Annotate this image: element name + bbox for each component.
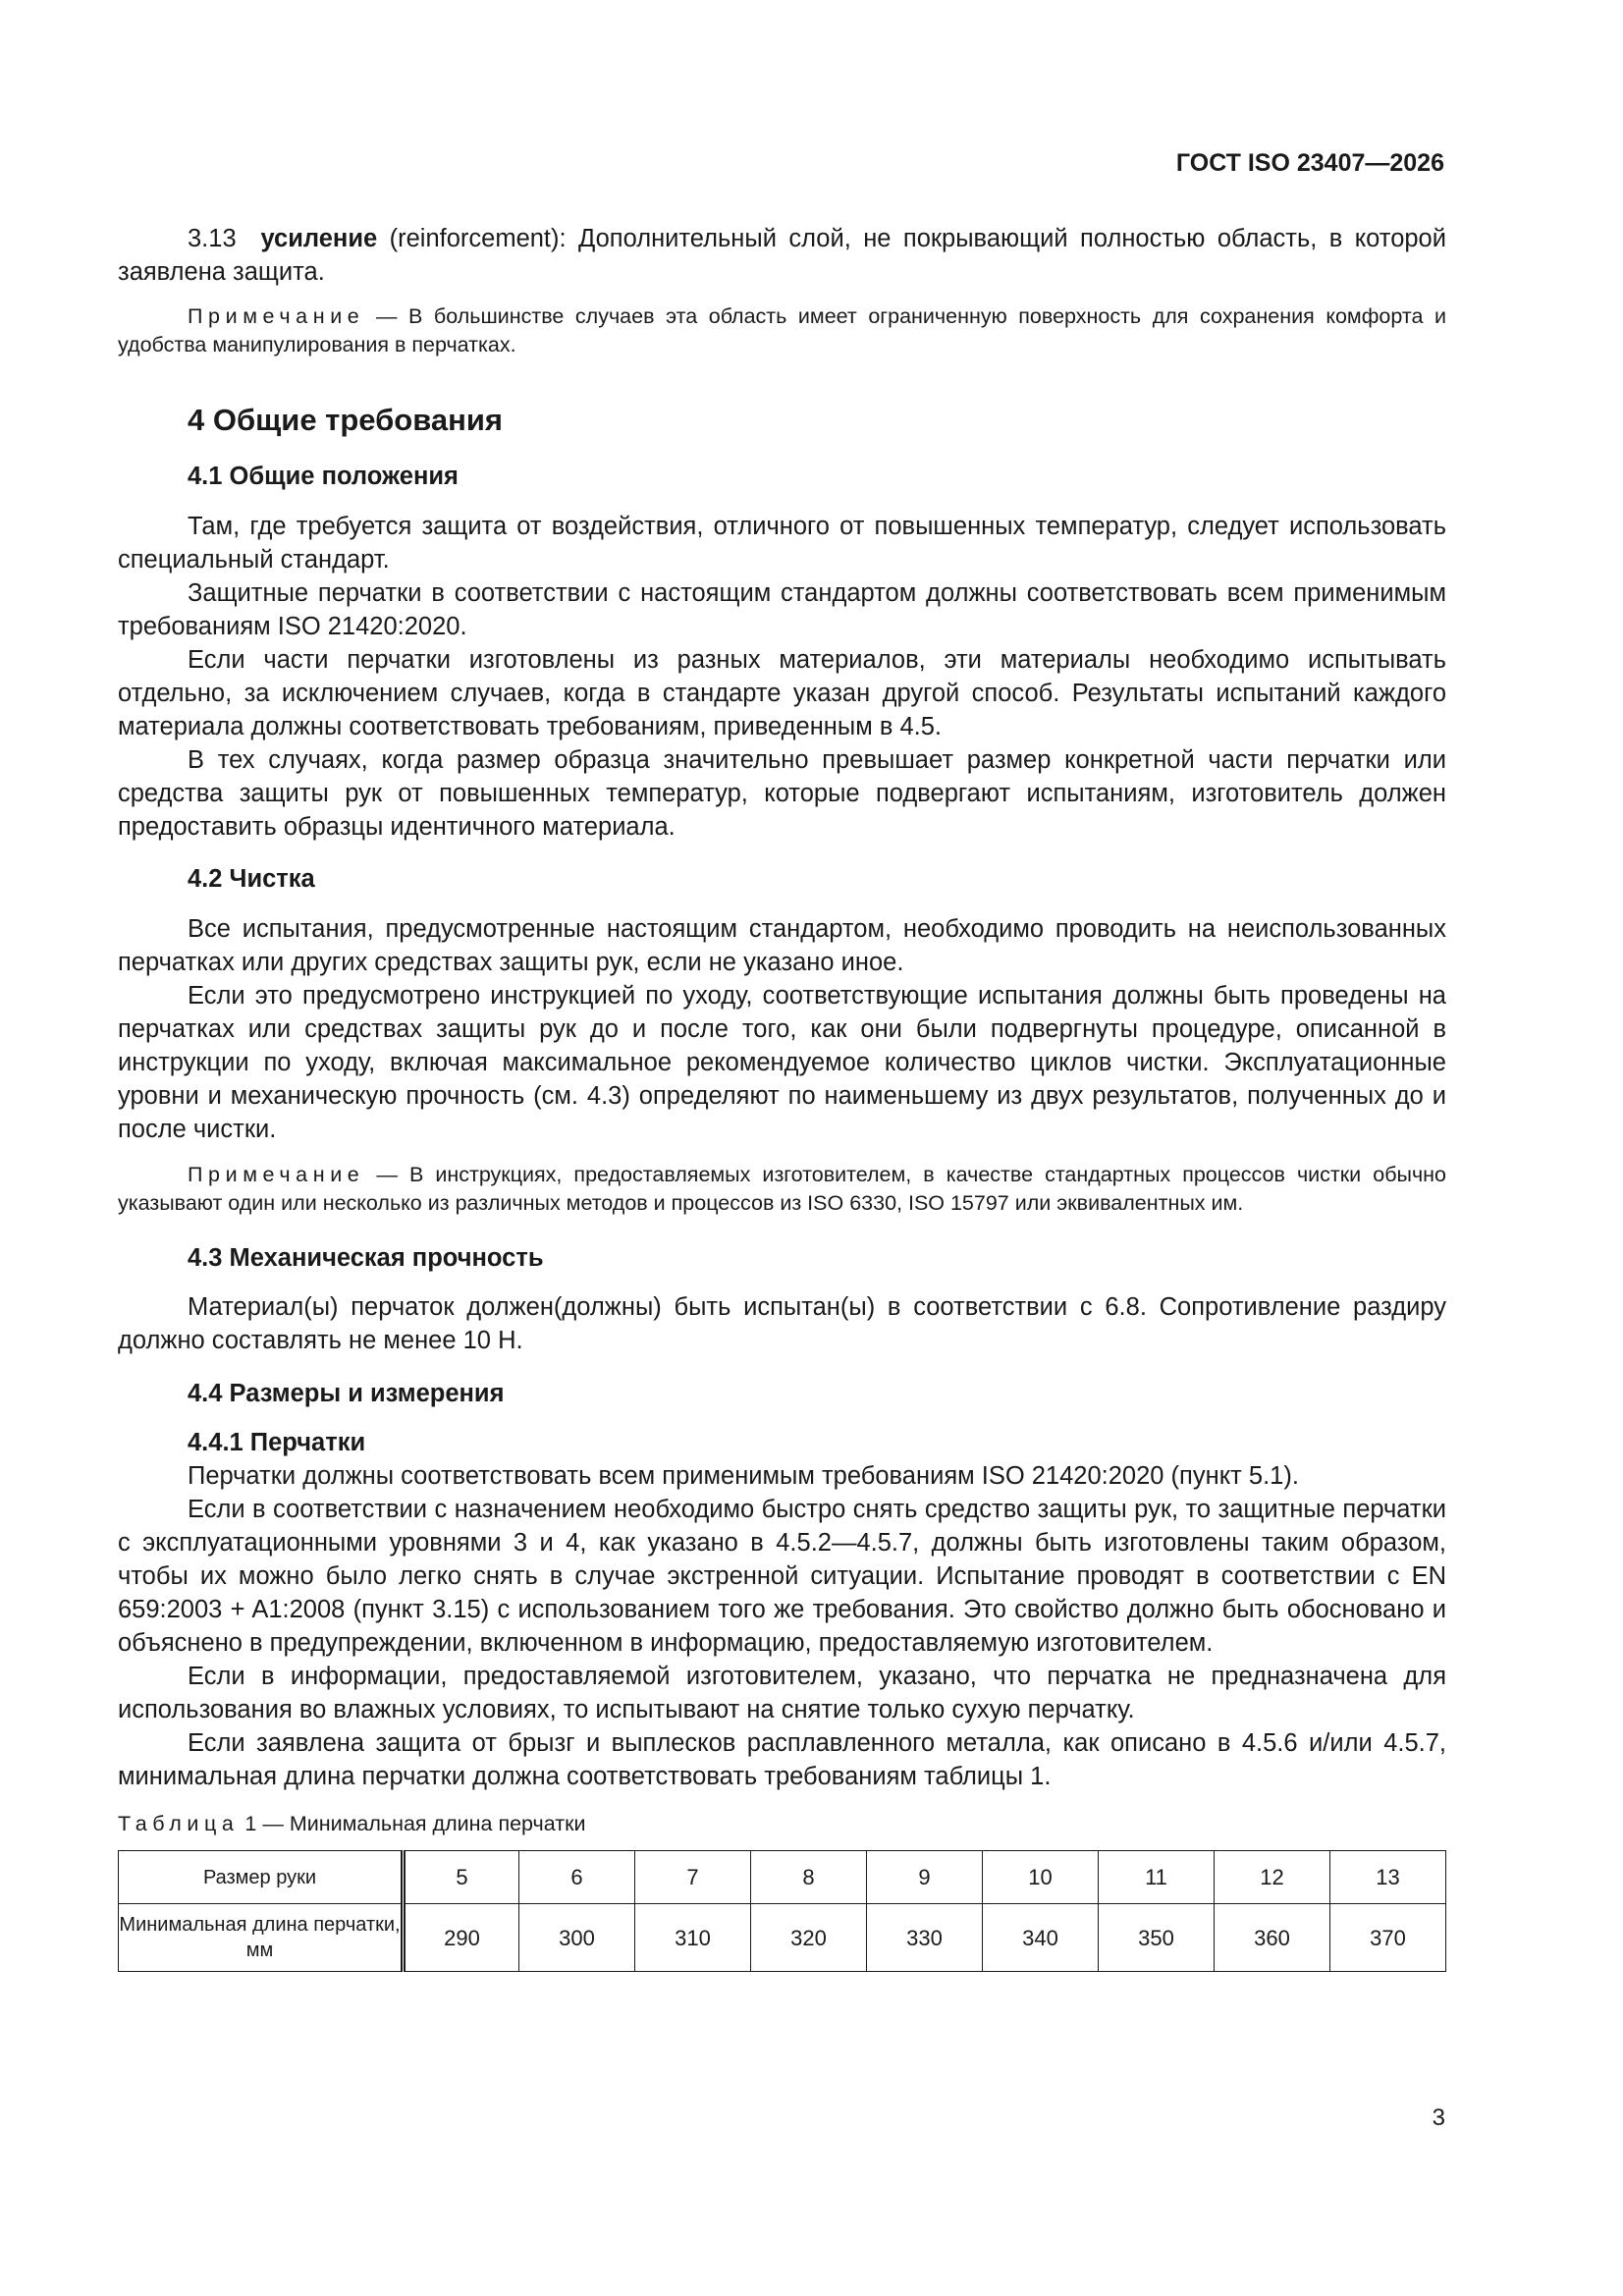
paragraph: Если заявлена защита от брызг и выплесков расплавленного металла, как описано в 4.5.6 и/или 4.5.7, минимальная длина перчатки должна соответствовать требованиям таблицы 1. [118,1729,1446,1790]
table-cell: 370 [1330,1904,1446,1972]
clause-3-13 [118,222,1446,289]
note-text: — В большинстве случаев эта область имеет ограниченную поверхность для сохранения комфорта и удобства манипулирования в перчатках. [118,304,1446,356]
table-cell: 350 [1099,1904,1215,1972]
table-1 [118,1850,1446,1972]
table-cell: 320 [751,1904,867,1972]
table-caption-text: 1 — Минимальная длина перчатки [239,1812,586,1835]
section-4-3-title: 4.3 Механическая прочность [188,1244,544,1272]
section-4-title: 4 Общие требования [188,403,503,437]
table-cell: 330 [867,1904,983,1972]
table-cell: 290 [404,1904,519,1972]
term: усиление [260,225,378,252]
table-caption-label: Таблица [118,1812,240,1835]
table-cell: 10 [983,1851,1099,1904]
table-cell: 310 [635,1904,751,1972]
paragraph: Защитные перчатки в соответствии с настоящим стандартом должны соответствовать всем применимым требованиям ISO 21420:2020. [118,579,1446,640]
note-label: Примечание [188,1163,365,1186]
paragraph: Все испытания, предусмотренные настоящим стандартом, необходимо проводить на неиспользованных перчатках или других средствах защиты рук, если не указано иное. [118,915,1446,976]
note-label: Примечание [188,304,365,328]
table-row-min-length [119,1904,1446,1972]
paragraph: Там, где требуется защита от воздействия, отличного от повышенных температур, следует использовать специальный стандарт. [118,513,1446,574]
table-cell: 340 [983,1904,1099,1972]
table-1-caption [118,1810,1446,1838]
paragraph: Если это предусмотрено инструкцией по уходу, соответствующие испытания должны быть проведены на перчатках или средствах защиты рук до и после того, как они были подвергнуты процедуре, описанной в инструкции по уходу, включая максимальное рекомендуемое количество циклов чистки. Эксплуатационные уровни и механическую прочность (см. 4.3) определяют по наименьшему из двух результатов, полученных до и после чистки. [118,982,1446,1143]
table-cell: 12 [1215,1851,1330,1904]
table-cell: 11 [1099,1851,1215,1904]
section-4-4-1-body [118,1459,1446,1793]
table-cell: 9 [867,1851,983,1904]
section-4-2-title: 4.2 Чистка [188,865,315,893]
section-4-4-1-title: 4.4.1 Перчатки [188,1429,366,1456]
section-4-2-body [118,912,1446,1146]
page-number: 3 [1432,2105,1445,2131]
doc-code-header: ГОСТ ISO 23407—2026 [1175,149,1444,177]
clause-number: 3.13 [188,225,237,252]
table-cell: 6 [519,1851,635,1904]
note-4-2 [118,1161,1446,1218]
paragraph: Если в соответствии с назначением необходимо быстро снять средство защиты рук, то защитные перчатки с эксплуатационными уровнями 3 и 4, как указано в 4.5.2—4.5.7, должны быть изготовлены таким образом, чтобы их можно было легко снять в случае экстренной ситуации. Испытание проводят в соответствии с EN 659:2003 + A1:2008 (пункт 3.15) с использованием того же требования. Это свойство должно быть обосновано и объяснено в предупреждении, включенном в информацию, предоставляемую изготовителем. [118,1496,1446,1657]
paragraph: В тех случаях, когда размер образца значительно превышает размер конкретной части перчатки или средства защиты рук от повышенных температур, которые подвергают испытаниям, изготовитель должен предоставить образцы идентичного материала. [118,746,1446,841]
term-english: (reinforcement) [389,225,560,252]
table-cell: 360 [1215,1904,1330,1972]
section-4-4-title: 4.4 Размеры и измерения [188,1380,505,1407]
table-cell: 7 [635,1851,751,1904]
table-row-header: Минимальная длина перчатки, мм [119,1904,404,1972]
section-4-1-body [118,510,1446,844]
paragraph: Перчатки должны соответствовать всем применимым требованиям ISO 21420:2020 (пункт 5.1). [188,1462,1299,1490]
paragraph: Если части перчатки изготовлены из разных материалов, эти материалы необходимо испытывать отдельно, за исключением случаев, когда в стандарте указан другой способ. Результаты испытаний каждого материала должны соответствовать требованиям, приведенным в 4.5. [118,646,1446,740]
table-cell: 8 [751,1851,867,1904]
table-row-header: Размер руки [119,1851,404,1904]
table-cell: 300 [519,1904,635,1972]
page-content [118,222,1446,1972]
term-definition: : Дополнительный слой, не покрывающий полностью область, в которой заявлена защита. [118,225,1446,286]
paragraph: Материал(ы) перчаток должен(должны) быть испытан(ы) в соответствии с 6.8. Сопротивление раздиру должно составлять не менее 10 Н. [118,1293,1446,1354]
note-3-13 [118,302,1446,359]
table-cell: 13 [1330,1851,1446,1904]
table-row-hand-size [119,1851,1446,1904]
note-text: — В инструкциях, предоставляемых изготовителем, в качестве стандартных процессов чистки обычно указывают один или несколько из различных методов и процессов из ISO 6330, ISO 15797 или эквивалентных им. [118,1163,1446,1215]
paragraph: Если в информации, предоставляемой изготовителем, указано, что перчатка не предназначена для использования во влажных условиях, то испытывают на снятие только сухую перчатку. [118,1663,1446,1723]
section-4-1-title: 4.1 Общие положения [188,463,459,490]
section-4-3-body [118,1290,1446,1357]
table-cell: 5 [404,1851,519,1904]
